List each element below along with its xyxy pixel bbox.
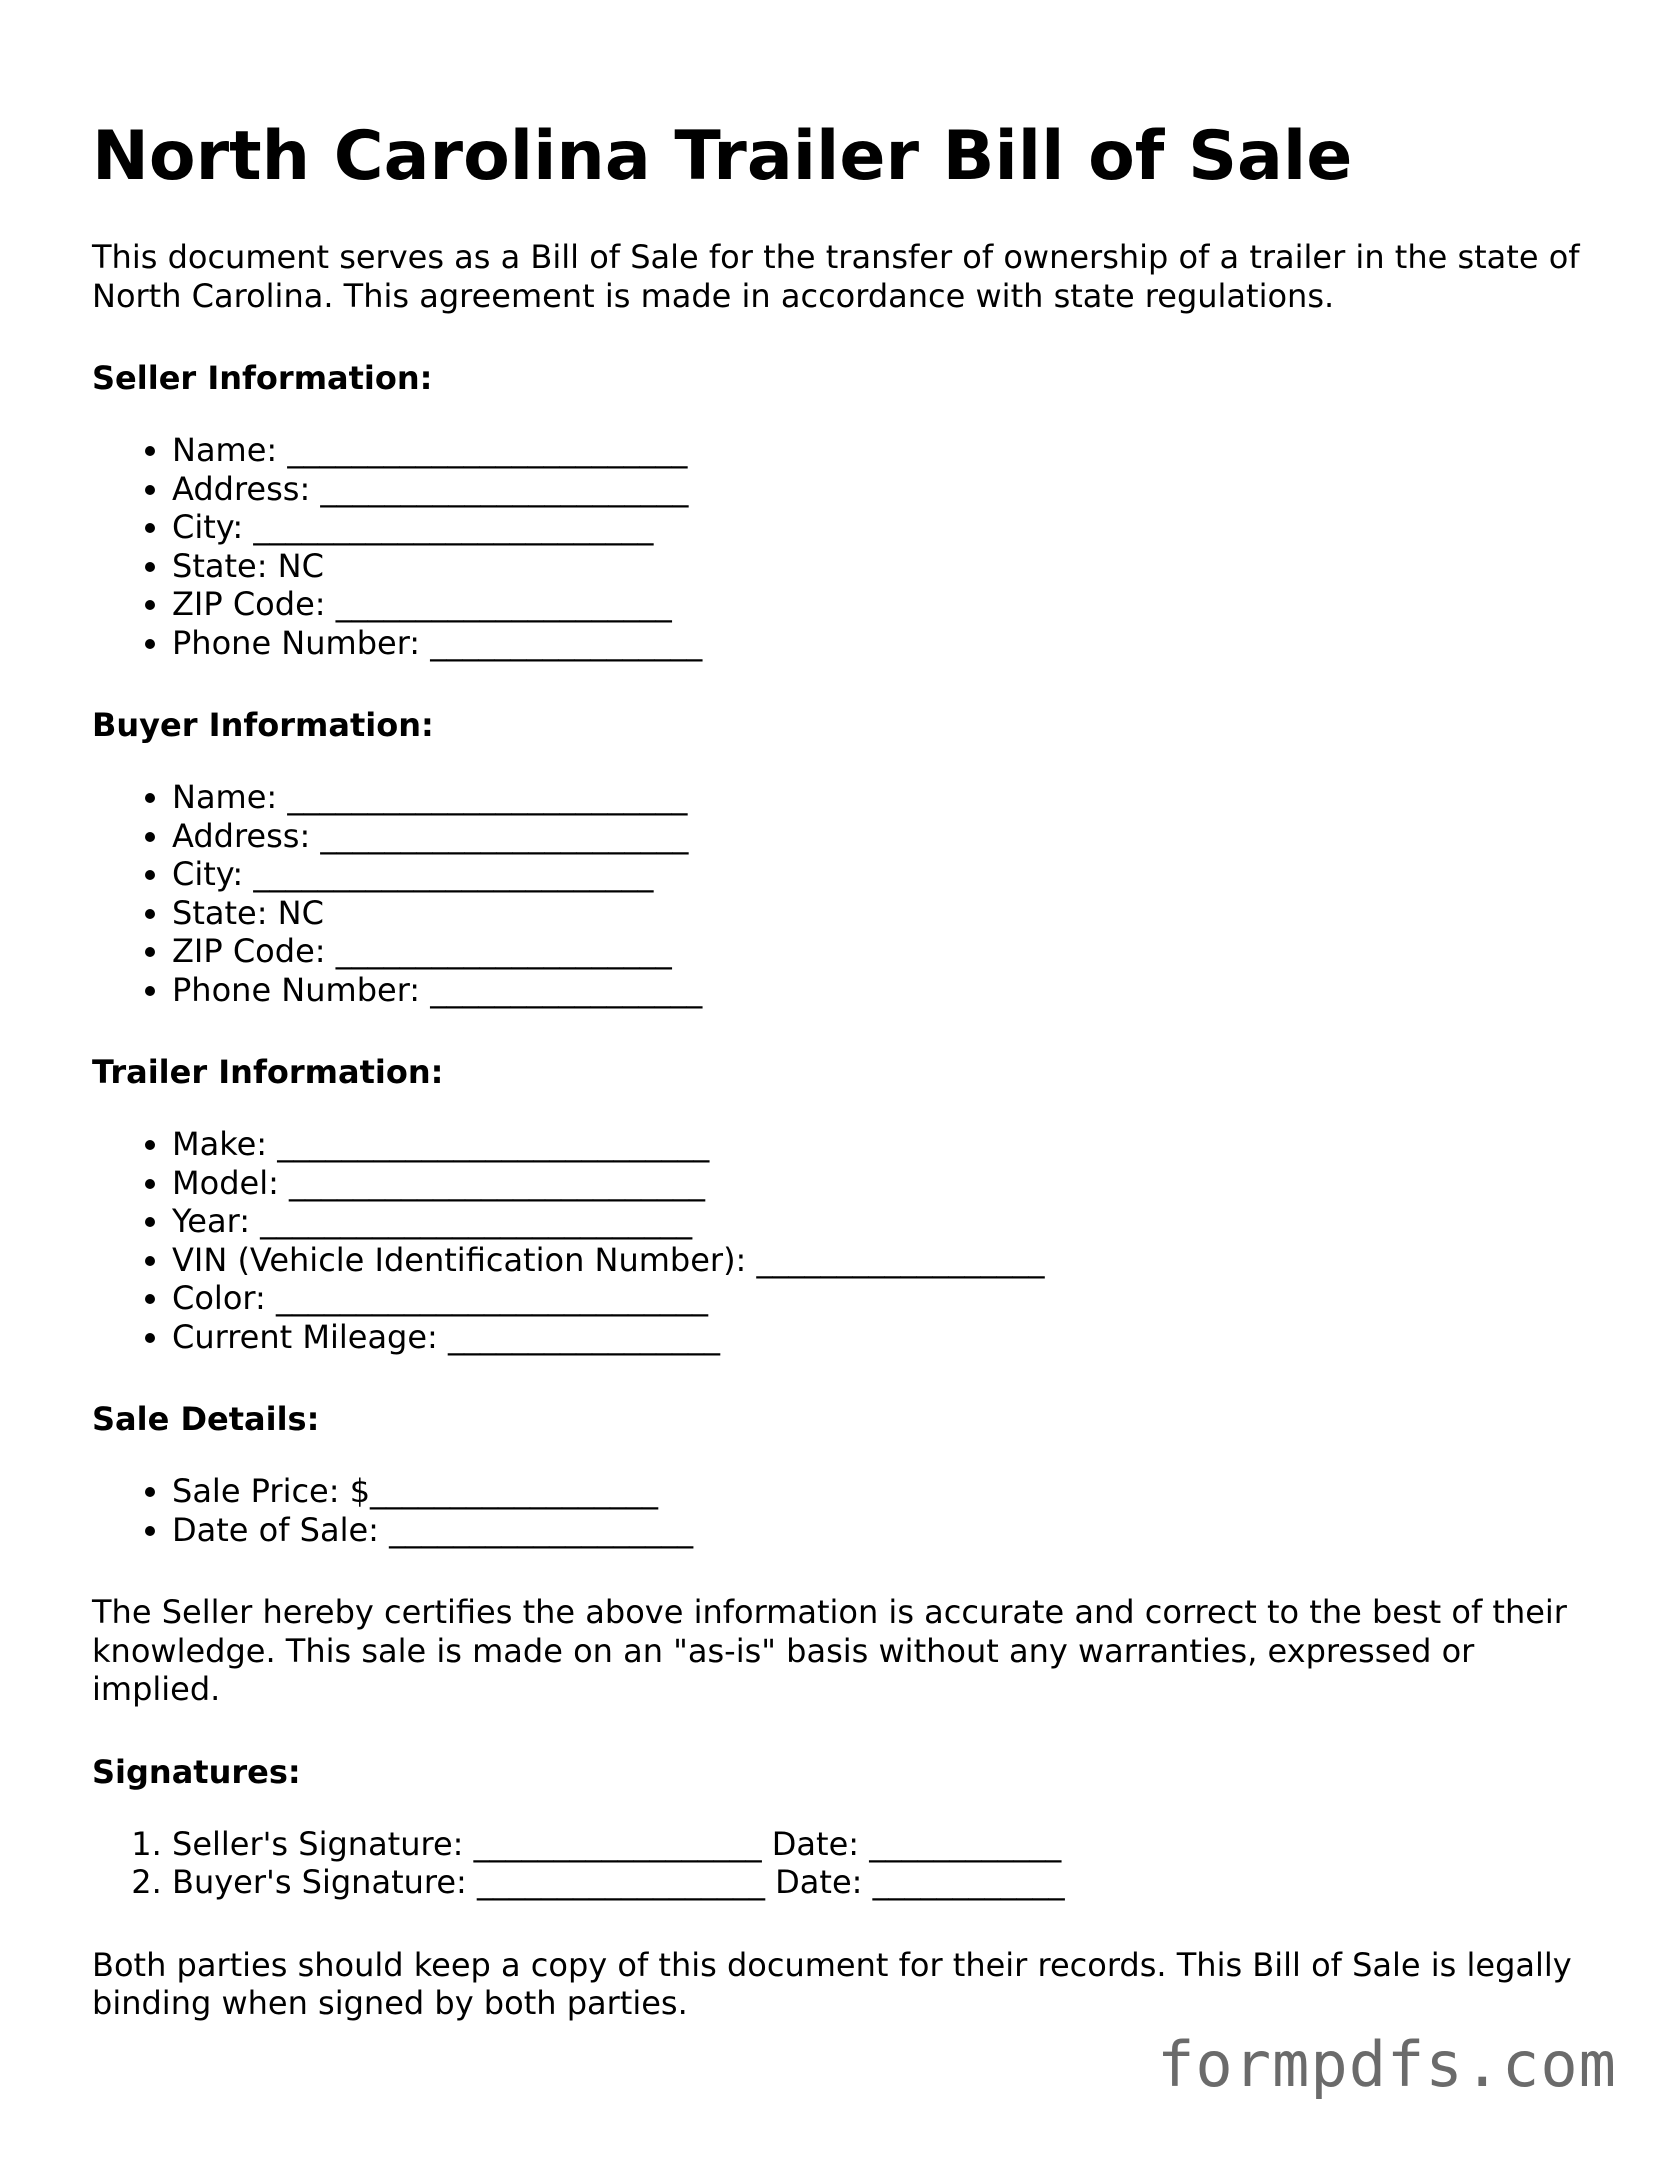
seller-signature-line: 1. Seller's Signature: __________________ Date: ____________ — [172, 1825, 1592, 1864]
buyer-list — [92, 778, 1592, 1009]
signatures-heading: Signatures: — [92, 1752, 301, 1791]
sale-heading: Sale Details: — [92, 1400, 320, 1438]
signatures-list — [92, 1825, 1592, 1902]
trailer-vin-field: • VIN (Vehicle Identification Number): __________________ — [172, 1241, 1592, 1280]
trailer-make-field: • Make: ___________________________ — [172, 1125, 1592, 1164]
buyer-heading: Buyer Information: — [92, 706, 434, 744]
seller-city-field: • City: _________________________ — [172, 508, 1592, 547]
watermark-text: formpdfs.com — [1157, 2028, 1617, 2101]
seller-list — [92, 431, 1592, 662]
buyer-signature-line: 2. Buyer's Signature: __________________ Date: ____________ — [172, 1863, 1592, 1902]
closing-paragraph: Both parties should keep a copy of this document for their records. This Bill of Sale is legally binding when signed by both parties. — [92, 1945, 1572, 2022]
sale-list — [92, 1472, 1592, 1549]
buyer-address-field: • Address: _______________________ — [172, 817, 1592, 856]
seller-name-field: • Name: _________________________ — [172, 431, 1592, 470]
seller-heading: Seller Information: — [92, 359, 433, 397]
seller-zip-field: • ZIP Code: _____________________ — [172, 585, 1592, 624]
trailer-list — [92, 1125, 1592, 1356]
document-body — [92, 238, 1592, 2067]
buyer-city-field: • City: _________________________ — [172, 855, 1592, 894]
certification-paragraph: The Seller hereby certifies the above information is accurate and correct to the best of their knowledge. This sale is made on an "as-is" basis without any warranties, expressed or implied. — [92, 1593, 1567, 1708]
trailer-heading: Trailer Information: — [92, 1053, 444, 1091]
buyer-zip-field: • ZIP Code: _____________________ — [172, 932, 1592, 971]
trailer-color-field: • Color: ___________________________ — [172, 1279, 1592, 1318]
seller-address-field: • Address: _______________________ — [172, 470, 1592, 509]
buyer-state-field: • State: NC — [172, 894, 1592, 933]
sale-price-field: • Sale Price: $__________________ — [172, 1472, 1592, 1511]
sale-date-field: • Date of Sale: ___________________ — [172, 1511, 1592, 1550]
document-title: North Carolina Trailer Bill of Sale — [92, 117, 1353, 196]
seller-phone-field: • Phone Number: _________________ — [172, 624, 1592, 663]
buyer-phone-field: • Phone Number: _________________ — [172, 971, 1592, 1010]
seller-state-field: • State: NC — [172, 547, 1592, 586]
trailer-mileage-field: • Current Mileage: _________________ — [172, 1318, 1592, 1357]
trailer-model-field: • Model: __________________________ — [172, 1164, 1592, 1203]
trailer-year-field: • Year: ___________________________ — [172, 1202, 1592, 1241]
buyer-name-field: • Name: _________________________ — [172, 778, 1592, 817]
intro-paragraph: This document serves as a Bill of Sale for the transfer of ownership of a trailer in the state of North Carolina. This agreement is made in accordance with state regulations. — [92, 238, 1580, 315]
